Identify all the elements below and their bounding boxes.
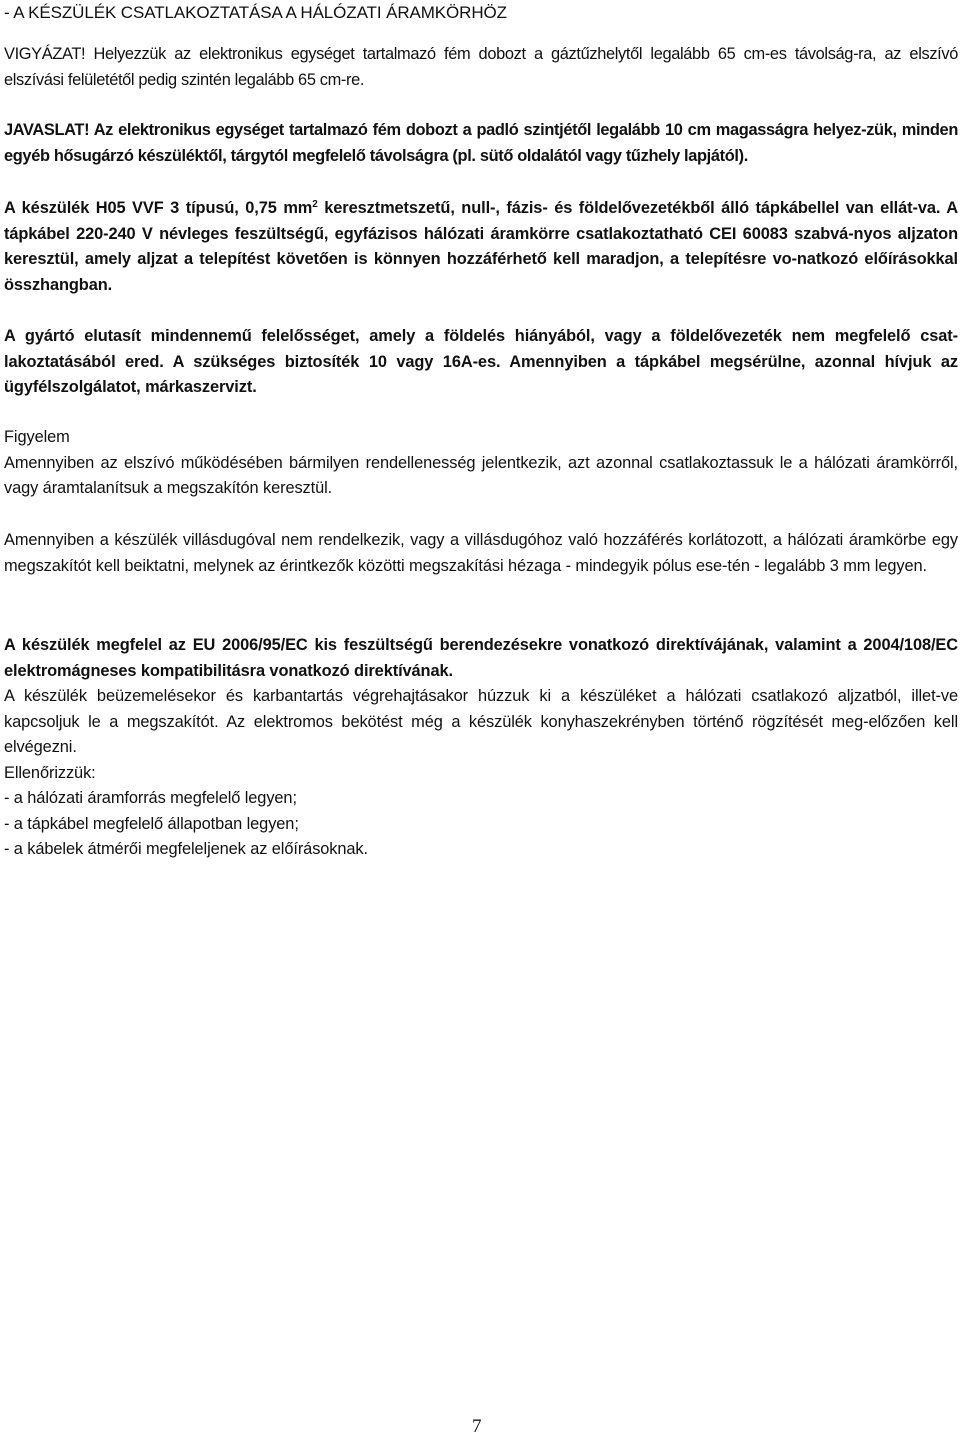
attention-text: Amennyiben az elszívó működésében bármilyen rendellenesség jelentkezik, azt azonnal csatlakoztassuk le a hálózati áramkörről, vagy áramtalanítsuk a megszakítón keresztül. (4, 453, 958, 497)
check-item-power-source: - a hálózati áramforrás megfelelő legyen; (4, 789, 297, 807)
warning-paragraph: VIGYÁZAT! Helyezzük az elektronikus egységet tartalmazó fém dobozt a gáztűzhelytől legalább 65 cm-es távolság-ra, az elszívó elszívási felületétől pedig szintén legalább 65 cm-re. (4, 45, 958, 89)
check-title: Ellenőrizzük: (4, 763, 96, 782)
check-item-cable-condition: - a tápkábel megfelelő állapotban legyen; (4, 814, 299, 833)
liability-paragraph: A gyártó elutasít mindennemű felelősséget, amely a földelés hiányából, vagy a földelővezeték nem megfelelő csat-lakoztatásából ered. A szükséges biztosíték 10 vagy 16A-es. Amennyiben a tápkábel megsérülne, azonnal hívjuk az ügyfélszolgálatot, márkaszervizt. (4, 327, 958, 396)
cable-text-start: A készülék H05 VVF 3 típusú, 0,75 mm (4, 199, 313, 217)
attention-title: Figyelem (4, 428, 70, 446)
directive-block (4, 633, 958, 863)
cable-text-end: keresztmetszetű, null-, fázis- és földelővezetékből álló tápkábellel van ellát-va. A tápkábel 220-240 V névleges feszültségű, egyfázisos hálózati áramkörre csatlakoztatható CEI 60083 szabvá-nyos aljzaton keresztül, amely aljzat a telepítést követően is könnyen hozzáférhető kell maradjon, a telepítésre vo-natkozó előírásokkal összhangban. (4, 199, 958, 294)
attention-block (4, 425, 958, 502)
page-number: 7 (472, 1416, 482, 1437)
directive-bold-text: A készülék megfelel az EU 2006/95/EC kis feszültségű berendezésekre vonatkozó direktívájának, valamint a 2004/108/EC elektromágneses kompatibilitásra vonatkozó direktívának. (4, 636, 958, 680)
squared-superscript: 2 (312, 199, 318, 210)
recommendation-paragraph: JAVASLAT! Az elektronikus egységet tartalmazó fém dobozt a padló szintjétől legalább 10 cm magasságra helyez-zük, minden egyéb hősugárzó készüléktől, tárgytól megfelelő távolságra (pl. sütő oldalától vagy tűzhely lapjától). (4, 121, 958, 165)
section-heading: - A KÉSZÜLÉK CSATLAKOZTATÁSA A HÁLÓZATI ÁRAMKÖRHÖZ (4, 3, 507, 22)
plug-paragraph: Amennyiben a készülék villásdugóval nem rendelkezik, vagy a villásdugóhoz való hozzáférés korlátozott, a hálózati áramkörbe egy megszakítót kell beiktatni, melynek az érintkezők közötti megszakítási hézaga - mindegyik pólus ese-tén - legalább 3 mm legyen. (4, 531, 958, 575)
directive-text: A készülék beüzemelésekor és karbantartás végrehajtásakor húzzuk ki a készüléket a hálózati csatlakozó aljzatból, illet-ve kapcsoljuk le a megszakítót. Az elektromos bekötést még a készülék konyhaszekrényben történő rögzítését meg-előzően kell elvégezni. (4, 687, 958, 756)
check-item-cable-diameter: - a kábelek átmérői megfeleljenek az előírásoknak. (4, 840, 368, 858)
cable-paragraph (4, 196, 958, 298)
